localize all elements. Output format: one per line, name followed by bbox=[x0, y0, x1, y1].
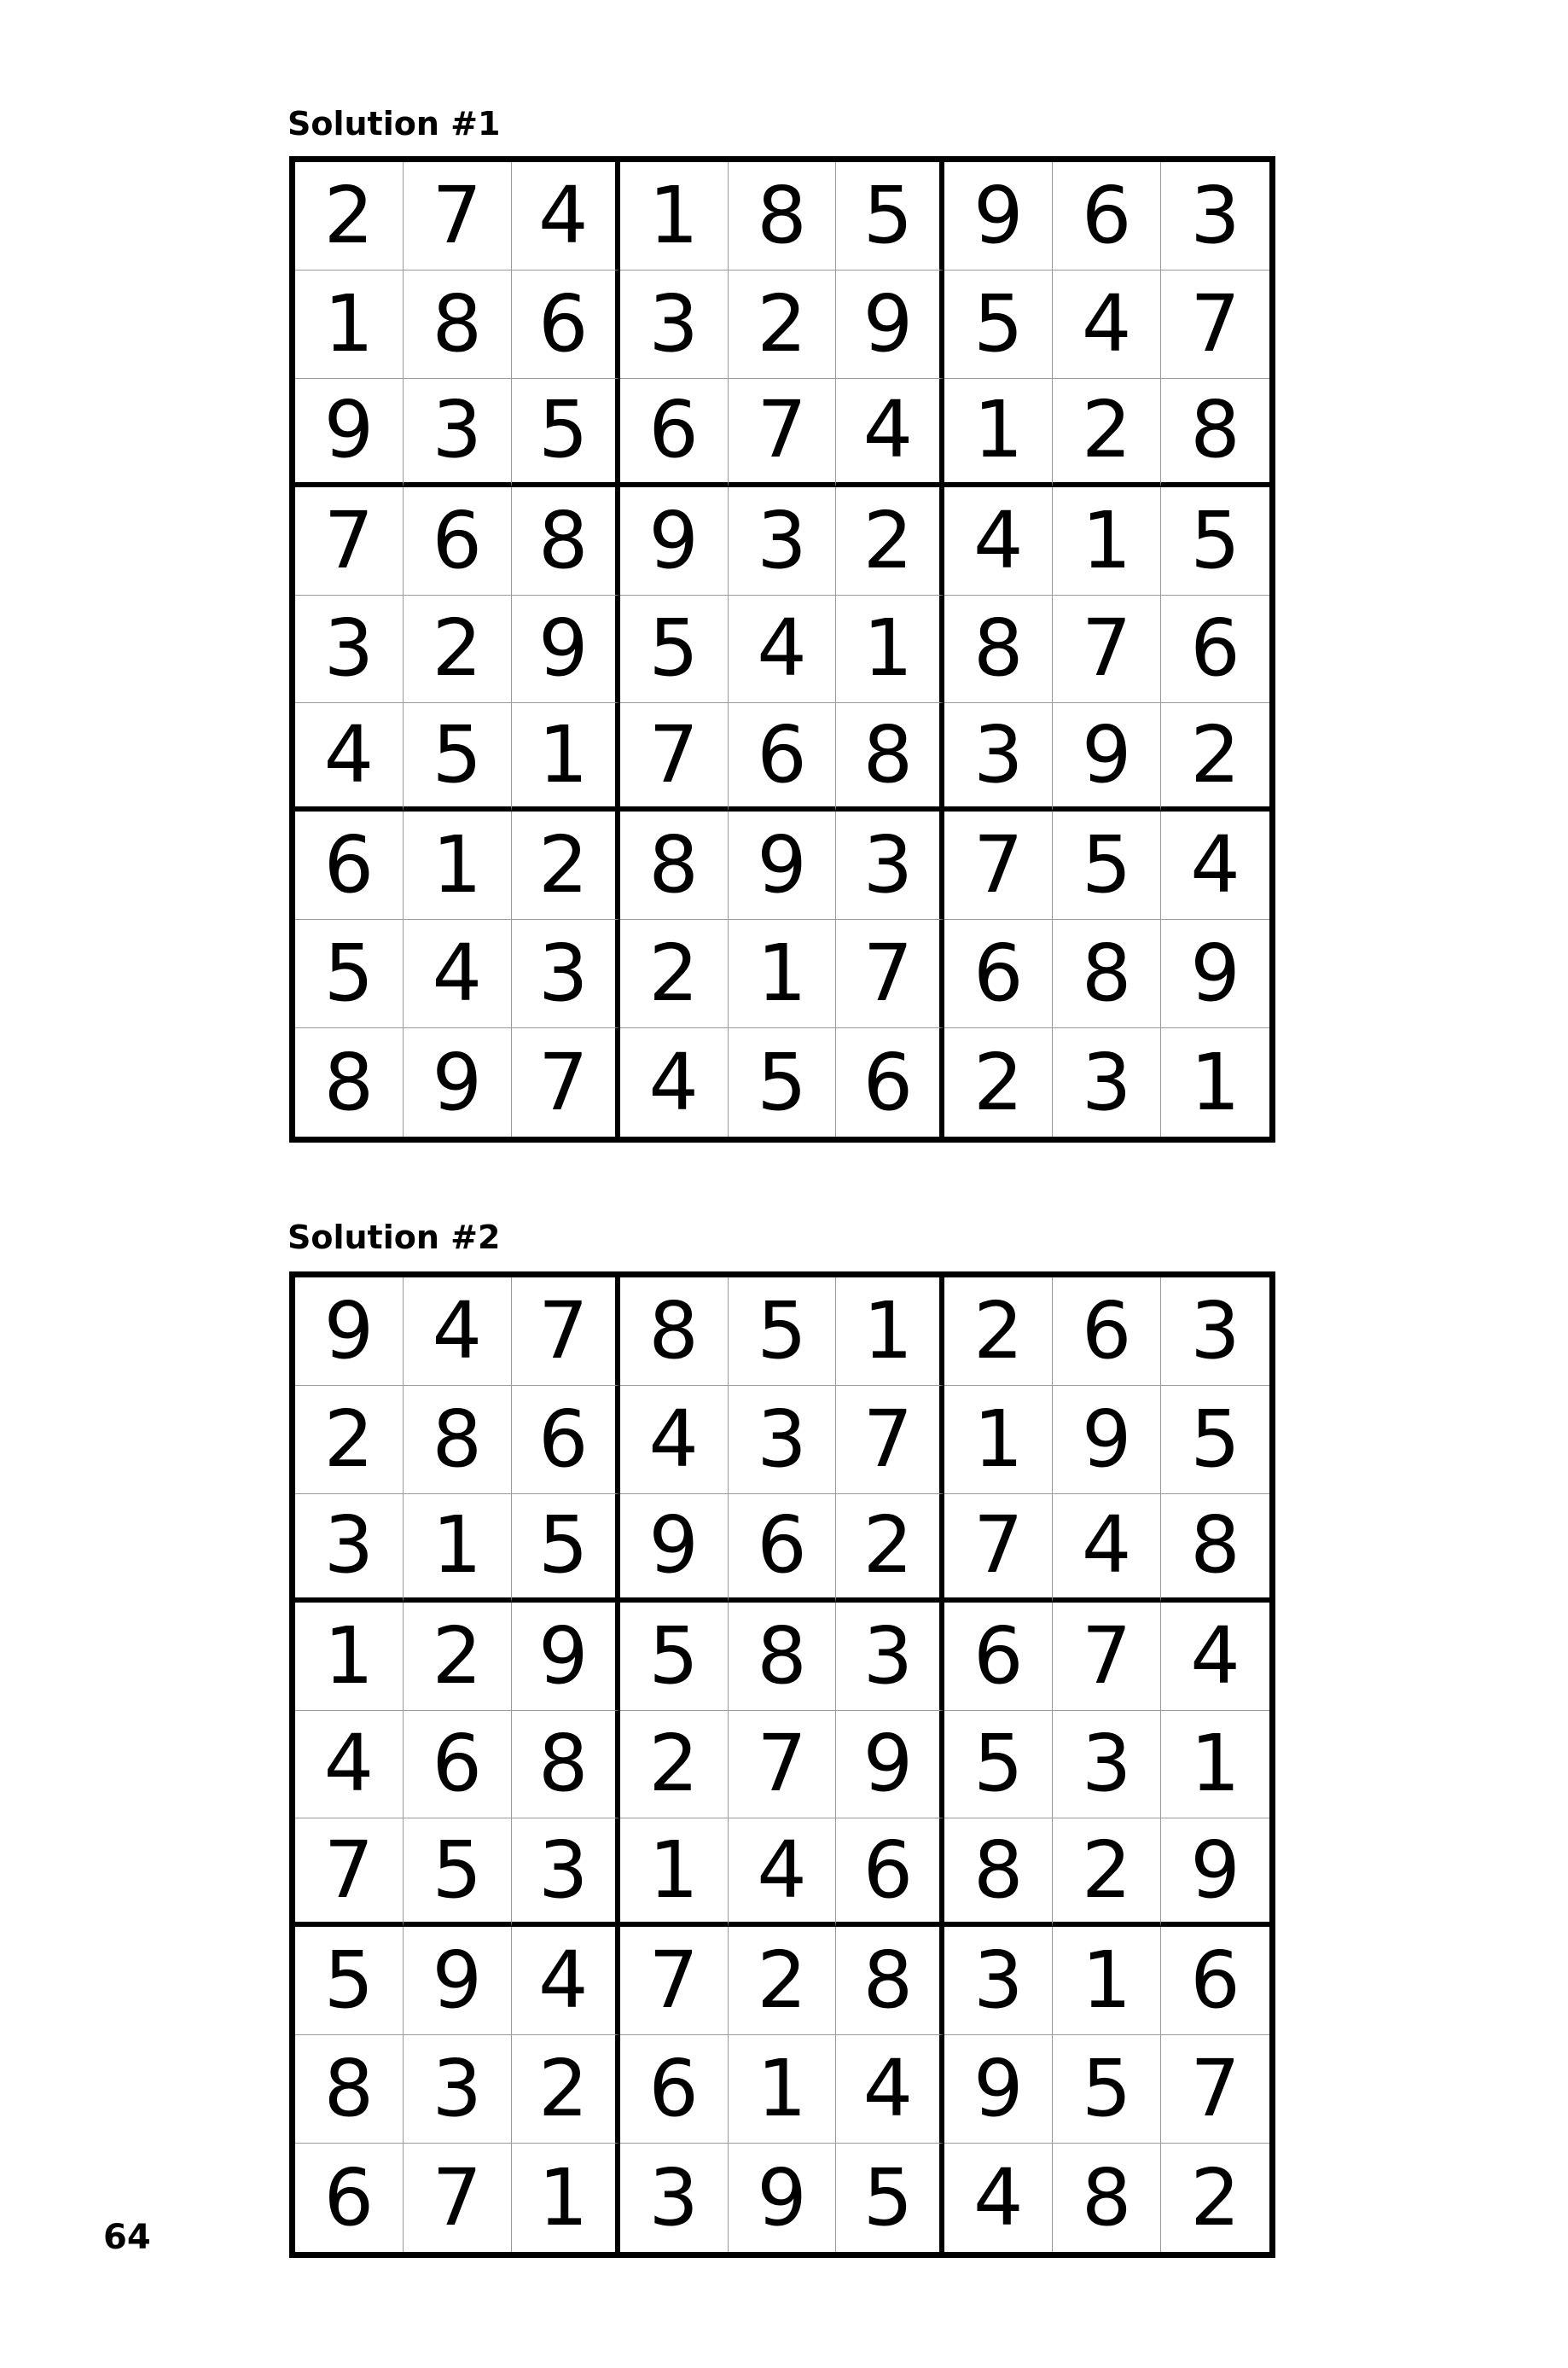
sudoku-cell-r4-c9: 4 bbox=[1161, 1603, 1269, 1711]
sudoku-cell-r3-c8: 2 bbox=[1053, 379, 1161, 487]
sudoku-cell-r4-c3: 8 bbox=[512, 487, 620, 596]
sudoku-cell-r5-c7: 8 bbox=[944, 596, 1053, 704]
sudoku-cell-r9-c8: 3 bbox=[1053, 1028, 1161, 1137]
sudoku-cell-r7-c7: 3 bbox=[944, 1927, 1053, 2035]
sudoku-cell-r9-c9: 2 bbox=[1190, 2151, 1240, 2243]
sudoku-cell-r1-c5: 8 bbox=[729, 162, 837, 271]
sudoku-cell-r7-c9: 6 bbox=[1161, 1927, 1269, 2035]
sudoku-cell-r5-c2: 2 bbox=[404, 596, 512, 704]
sudoku-cell-r6-c3: 1 bbox=[512, 703, 620, 812]
sudoku-cell-r5-c3: 9 bbox=[512, 596, 620, 704]
sudoku-cell-r6-c2: 5 bbox=[404, 1818, 512, 1927]
sudoku-cell-r6-c6: 8 bbox=[836, 703, 944, 812]
sudoku-cell-r4-c7: 4 bbox=[944, 487, 1053, 596]
sudoku-cell-r3-c9: 8 bbox=[1161, 1494, 1269, 1603]
sudoku-cell-r9-c5: 5 bbox=[729, 1028, 837, 1137]
sudoku-cell-r4-c5: 3 bbox=[729, 487, 837, 596]
sudoku-cell-r1-c3: 4 bbox=[512, 162, 620, 271]
sudoku-cell-r3-c3: 5 bbox=[512, 379, 620, 487]
sudoku-cell-r7-c7: 7 bbox=[944, 812, 1053, 920]
sudoku-cell-r4-c8: 1 bbox=[1053, 487, 1161, 596]
sudoku-cell-r9-c7: 4 bbox=[944, 2144, 1053, 2252]
sudoku-cell-r3-c1: 9 bbox=[295, 379, 404, 487]
sudoku-cell-r3-c2: 3 bbox=[404, 379, 512, 487]
sudoku-cell-r9-c1: 8 bbox=[295, 1028, 404, 1137]
sudoku-cell-r8-c3: 2 bbox=[512, 2035, 620, 2144]
sudoku-cell-r2-c9: 5 bbox=[1161, 1386, 1269, 1494]
sudoku-cell-r1-c5: 5 bbox=[729, 1277, 837, 1386]
sudoku-cell-r8-c5: 1 bbox=[729, 2035, 837, 2144]
sudoku-cell-r5-c1: 4 bbox=[295, 1711, 404, 1819]
sudoku-cell-r9-c6: 5 bbox=[836, 2144, 944, 2252]
sudoku-cell-r1-c7: 9 bbox=[944, 162, 1053, 271]
sudoku-cell-r1-c7: 2 bbox=[944, 1277, 1053, 1386]
sudoku-cell-r1-c6: 5 bbox=[836, 162, 944, 271]
sudoku-cell-r3-c2: 1 bbox=[404, 1494, 512, 1603]
sudoku-cell-r1-c3: 7 bbox=[512, 1277, 620, 1386]
sudoku-cell-r5-c5: 7 bbox=[729, 1711, 837, 1819]
sudoku-cell-r2-c6: 7 bbox=[836, 1386, 944, 1494]
sudoku-cell-r9-c8: 8 bbox=[1053, 2144, 1161, 2252]
sudoku-cell-r6-c9: 2 bbox=[1161, 703, 1269, 812]
sudoku-cell-r2-c1: 1 bbox=[295, 271, 404, 379]
sudoku-cell-r1-c6: 1 bbox=[836, 1277, 944, 1386]
sudoku-cell-r1-c2: 4 bbox=[404, 1277, 512, 1386]
sudoku-cell-r2-c7: 1 bbox=[944, 1386, 1053, 1494]
solution-2-title: Solution #2 bbox=[287, 1219, 501, 1256]
sudoku-cell-r6-c5: 6 bbox=[729, 703, 837, 812]
sudoku-cell-r5-c4: 5 bbox=[620, 596, 729, 704]
sudoku-cell-r2-c7: 5 bbox=[944, 271, 1053, 379]
sudoku-cell-r4-c8: 7 bbox=[1053, 1603, 1161, 1711]
sudoku-cell-r5-c8: 7 bbox=[1053, 596, 1161, 704]
sudoku-cell-r5-c6: 1 bbox=[836, 596, 944, 704]
sudoku-cell-r3-c1: 3 bbox=[295, 1494, 404, 1603]
sudoku-cell-r7-c8: 5 bbox=[1053, 812, 1161, 920]
sudoku-cell-r7-c2: 9 bbox=[404, 1927, 512, 2035]
sudoku-cell-r8-c1: 5 bbox=[295, 920, 404, 1028]
sudoku-cell-r3-c8: 4 bbox=[1053, 1494, 1161, 1603]
sudoku-cell-r1-c2: 7 bbox=[404, 162, 512, 271]
sudoku-cell-r6-c1: 7 bbox=[295, 1818, 404, 1927]
sudoku-cell-r5-c6: 9 bbox=[836, 1711, 944, 1819]
page-number: 64 bbox=[103, 2218, 151, 2257]
sudoku-cell-r6-c4: 7 bbox=[620, 703, 729, 812]
sudoku-cell-r4-c7: 6 bbox=[944, 1603, 1053, 1711]
sudoku-cell-r6-c9: 9 bbox=[1161, 1818, 1269, 1927]
sudoku-cell-r3-c7: 1 bbox=[944, 379, 1053, 487]
sudoku-cell-r4-c1: 7 bbox=[295, 487, 404, 596]
sudoku-cell-r2-c3: 6 bbox=[512, 1386, 620, 1494]
sudoku-cell-r2-c5: 2 bbox=[729, 271, 837, 379]
sudoku-cell-r1-c1: 9 bbox=[295, 1277, 404, 1386]
sudoku-cell-r2-c6: 9 bbox=[836, 271, 944, 379]
sudoku-cell-r8-c4: 6 bbox=[620, 2035, 729, 2144]
sudoku-cell-r5-c9: 6 bbox=[1161, 596, 1269, 704]
sudoku-cell-r2-c2: 8 bbox=[404, 1386, 512, 1494]
sudoku-cell-r3-c4: 6 bbox=[620, 379, 729, 487]
sudoku-cell-r5-c2: 6 bbox=[404, 1711, 512, 1819]
sudoku-cell-r7-c3: 2 bbox=[512, 812, 620, 920]
sudoku-cell-r6-c8: 2 bbox=[1053, 1818, 1161, 1927]
sudoku-cell-r2-c4: 4 bbox=[620, 1386, 729, 1494]
sudoku-cell-r6-c7: 3 bbox=[944, 703, 1053, 812]
sudoku-cell-r2-c9: 7 bbox=[1161, 271, 1269, 379]
sudoku-cell-r5-c9: 1 bbox=[1161, 1711, 1269, 1819]
sudoku-grid-solution-1 bbox=[289, 156, 1275, 1143]
sudoku-cell-r6-c6: 6 bbox=[836, 1818, 944, 1927]
sudoku-cell-r4-c6: 3 bbox=[836, 1603, 944, 1711]
sudoku-cell-r7-c9: 4 bbox=[1161, 812, 1269, 920]
sudoku-cell-r8-c8: 8 bbox=[1053, 920, 1161, 1028]
sudoku-cell-r3-c7: 7 bbox=[944, 1494, 1053, 1603]
sudoku-cell-r3-c5: 7 bbox=[729, 379, 837, 487]
sudoku-cell-r4-c5: 8 bbox=[729, 1603, 837, 1711]
sudoku-cell-r9-c9: 1 bbox=[1190, 1036, 1240, 1128]
sudoku-cell-r5-c4: 2 bbox=[620, 1711, 729, 1819]
sudoku-cell-r3-c4: 9 bbox=[620, 1494, 729, 1603]
sudoku-cell-r8-c4: 2 bbox=[620, 920, 729, 1028]
sudoku-cell-r1-c4: 8 bbox=[620, 1277, 729, 1386]
sudoku-cell-r4-c9: 5 bbox=[1161, 487, 1269, 596]
sudoku-cell-r4-c2: 2 bbox=[404, 1603, 512, 1711]
sudoku-cell-r1-c9: 3 bbox=[1161, 162, 1269, 271]
sudoku-cell-r6-c3: 3 bbox=[512, 1818, 620, 1927]
sudoku-cell-r6-c5: 4 bbox=[729, 1818, 837, 1927]
sudoku-cell-r3-c3: 5 bbox=[512, 1494, 620, 1603]
sudoku-cell-r1-c1: 2 bbox=[295, 162, 404, 271]
sudoku-cell-r8-c9: 7 bbox=[1161, 2035, 1269, 2144]
sudoku-cell-r5-c1: 3 bbox=[295, 596, 404, 704]
sudoku-cell-r9-c6: 6 bbox=[836, 1028, 944, 1137]
sudoku-cell-r8-c1: 8 bbox=[295, 2035, 404, 2144]
sudoku-grid-solution-2 bbox=[289, 1271, 1275, 2258]
sudoku-cell-r7-c6: 8 bbox=[836, 1927, 944, 2035]
sudoku-cell-r9-c1: 6 bbox=[295, 2144, 404, 2252]
sudoku-cell-r9-c3: 1 bbox=[512, 2144, 620, 2252]
sudoku-cell-r3-c5: 6 bbox=[729, 1494, 837, 1603]
sudoku-cell-r8-c5: 1 bbox=[729, 920, 837, 1028]
sudoku-cell-r8-c2: 4 bbox=[404, 920, 512, 1028]
sudoku-cell-r9-c5: 9 bbox=[729, 2144, 837, 2252]
sudoku-cell-r7-c5: 9 bbox=[729, 812, 837, 920]
sudoku-cell-r7-c4: 7 bbox=[620, 1927, 729, 2035]
sudoku-cell-r8-c8: 5 bbox=[1053, 2035, 1161, 2144]
sudoku-cell-r4-c1: 1 bbox=[295, 1603, 404, 1711]
sudoku-cell-r9-c4: 4 bbox=[620, 1028, 729, 1137]
sudoku-cell-r2-c3: 6 bbox=[512, 271, 620, 379]
sudoku-cell-r3-c9: 8 bbox=[1161, 379, 1269, 487]
sudoku-cell-r7-c3: 4 bbox=[512, 1927, 620, 2035]
sudoku-cell-r8-c2: 3 bbox=[404, 2035, 512, 2144]
sudoku-cell-r2-c5: 3 bbox=[729, 1386, 837, 1494]
sudoku-cell-r9-c2: 7 bbox=[404, 2144, 512, 2252]
sudoku-cell-r7-c5: 2 bbox=[729, 1927, 837, 2035]
sudoku-cell-r9-c7: 2 bbox=[944, 1028, 1053, 1137]
sudoku-cell-r7-c4: 8 bbox=[620, 812, 729, 920]
sudoku-cell-r3-c6: 2 bbox=[836, 1494, 944, 1603]
sudoku-cell-r8-c6: 4 bbox=[836, 2035, 944, 2144]
sudoku-cell-r1-c8: 6 bbox=[1053, 1277, 1161, 1386]
sudoku-cell-r8-c9: 9 bbox=[1161, 920, 1269, 1028]
sudoku-cell-r6-c2: 5 bbox=[404, 703, 512, 812]
sudoku-cell-r9-c4: 3 bbox=[620, 2144, 729, 2252]
sudoku-cell-r7-c1: 5 bbox=[295, 1927, 404, 2035]
sudoku-cell-r7-c1: 6 bbox=[295, 812, 404, 920]
sudoku-cell-r4-c4: 5 bbox=[620, 1603, 729, 1711]
sudoku-cell-r6-c4: 1 bbox=[620, 1818, 729, 1927]
sudoku-cell-r5-c8: 3 bbox=[1053, 1711, 1161, 1819]
sudoku-cell-r2-c4: 3 bbox=[620, 271, 729, 379]
sudoku-cell-r8-c6: 7 bbox=[836, 920, 944, 1028]
sudoku-cell-r1-c4: 1 bbox=[620, 162, 729, 271]
sudoku-cell-r7-c6: 3 bbox=[836, 812, 944, 920]
sudoku-cell-r2-c8: 4 bbox=[1053, 271, 1161, 379]
sudoku-cell-r1-c9: 3 bbox=[1161, 1277, 1269, 1386]
sudoku-cell-r7-c2: 1 bbox=[404, 812, 512, 920]
sudoku-cell-r1-c8: 6 bbox=[1053, 162, 1161, 271]
sudoku-cell-r4-c2: 6 bbox=[404, 487, 512, 596]
sudoku-cell-r5-c3: 8 bbox=[512, 1711, 620, 1819]
sudoku-cell-r3-c6: 4 bbox=[836, 379, 944, 487]
sudoku-cell-r5-c5: 4 bbox=[729, 596, 837, 704]
sudoku-cell-r4-c3: 9 bbox=[512, 1603, 620, 1711]
sudoku-cell-r6-c1: 4 bbox=[295, 703, 404, 812]
sudoku-cell-r2-c8: 9 bbox=[1053, 1386, 1161, 1494]
sudoku-cell-r9-c3: 7 bbox=[512, 1028, 620, 1137]
sudoku-cell-r4-c4: 9 bbox=[620, 487, 729, 596]
sudoku-cell-r9-c2: 9 bbox=[404, 1028, 512, 1137]
sudoku-cell-r2-c1: 2 bbox=[295, 1386, 404, 1494]
sudoku-cell-r8-c7: 6 bbox=[944, 920, 1053, 1028]
sudoku-cell-r5-c7: 5 bbox=[944, 1711, 1053, 1819]
sudoku-cell-r2-c2: 8 bbox=[404, 271, 512, 379]
sudoku-cell-r7-c8: 1 bbox=[1053, 1927, 1161, 2035]
sudoku-cell-r6-c7: 8 bbox=[944, 1818, 1053, 1927]
sudoku-cell-r8-c3: 3 bbox=[512, 920, 620, 1028]
sudoku-cell-r8-c7: 9 bbox=[944, 2035, 1053, 2144]
sudoku-cell-r6-c8: 9 bbox=[1053, 703, 1161, 812]
solution-1-title: Solution #1 bbox=[287, 105, 501, 143]
sudoku-cell-r4-c6: 2 bbox=[836, 487, 944, 596]
